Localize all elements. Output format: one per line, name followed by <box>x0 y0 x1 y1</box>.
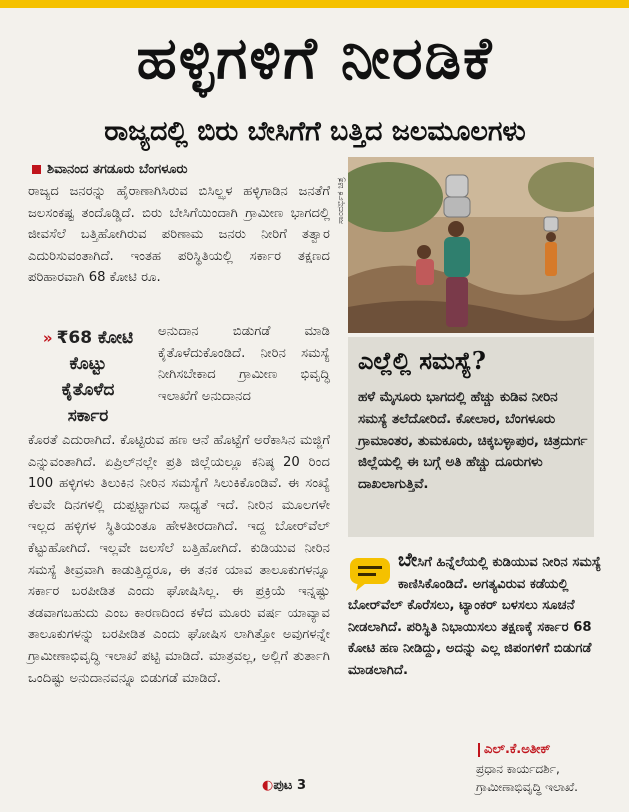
page-reference-text: ಪುಟ 3 <box>273 778 306 793</box>
chat-icon-wrap <box>348 550 398 588</box>
photo-illustration <box>348 157 594 333</box>
chat-bubble-icon <box>348 556 392 592</box>
signature-name: ಎಲ್.ಕೆ.ಅತೀಕ್ <box>484 742 551 757</box>
signature <box>478 740 551 760</box>
pull-quote <box>28 325 148 429</box>
signature-bar <box>478 743 480 757</box>
signature-role: ಪ್ರಧಾನ ಕಾರ್ಯದರ್ಶಿ, ಗ್ರಾಮೀಣಾಭಿವೃದ್ಧಿ ಇಲಾಖೆ. <box>476 762 578 794</box>
quote-drop-text: ಬೇ <box>398 549 418 571</box>
continue-arrow-icon: ◐ <box>262 778 274 793</box>
page-reference[interactable] <box>262 778 306 793</box>
body-main <box>28 430 330 775</box>
pull-quote-line: ಕೊಟ್ಟು <box>69 354 107 374</box>
quote-box-text <box>348 550 610 682</box>
sidebar-box-where <box>348 337 594 537</box>
subheadline: ರಾಜ್ಯದಲ್ಲಿ ಬಿರು ಬೇಸಿಗೆಗೆ ಬತ್ತಿದ ಜಲಮೂಲಗಳು <box>104 116 526 147</box>
photo-credit: ಸಾಂದರ್ಭಿಕ ಚಿತ್ರ <box>336 177 346 224</box>
body-top-text: ರಾಜ್ಯದ ಜನರನ್ನು ಹೈರಾಣಾಗಿಸಿರುವ ಬಿಸಿಲ್ಝಳ ಹಳ್ಳಿಗಾಡಿನ ಜನತೆಗೆ ಜಲಸಂಕಷ್ಟ ತಂದೊಡ್ಡಿದೆ. ಬಿರು ಬೇಸಿಗೆಯಿಂದಾಗಿ ಗ್ರಾಮೀಣ ಭಾಗದಲ್ಲಿ ಜೀವಸೆಲೆ ಬತ್ತಿಹೋಗಿರುವ ಪರಿಣಾಮ ಜನರು ನೀರಿಗೆ ತತ್ವಾರ ಎದುರಿಸುವಂತಾಗಿದೆ. ಇಂತಹ ಪರಿಸ್ಥಿತಿಯಲ್ಲಿ ಸರ್ಕಾರ ತಕ್ಷಣದ ಪರಿಹಾರವಾಗಿ 68 ಕೋಟಿ ರೂ. <box>28 184 330 286</box>
body-main-text: ಕೊರತೆ ಎದುರಾಗಿದೆ. ಕೊಟ್ಟಿರುವ ಹಣ ಆನೆ ಹೊಟ್ಟೆಗೆ ಅರೆಕಾಸಿನ ಮಜ್ಜಿಗೆ ಎನ್ನುವಂತಾಗಿದೆ. ಏಪ್ರಿಲ್‌ನಲ್ಲೇ ಪ್ರತಿ ಜಿಲ್ಲೆಯಲ್ಲೂ ಕನಿಷ್ಠ 20 ರಿಂದ 100 ಹಳ್ಳಿಗಳು ತಿಲುಕಿನ ನೀರಿನ ಸಮಸ್ಯೆಗೆ ಸಿಲುಕಿಕೊಂಡಿವೆ. ಈ ಸಂಖ್ಯೆ ಕೆಲವೇ ದಿನಗಳಲ್ಲಿ ದುಪ್ಪಟ್ಟಾಗುವ ಸಾಧ್ಯತೆ ಇದೆ. ನೀರಿನ ಮೂಲಗಳೇ ಇಲ್ಲದ ಹಳ್ಳಿಗಳ ಸ್ಥಿತಿಯಂತೂ ಹೇಳತೀರದಾಗಿದೆ. ಇದ್ದ ಬೋರ್‌ವೆಲ್ ಕೆಟ್ಟುಹೋಗಿದೆ. ಇಲ್ಲವೇ ಜಲಸೆಲೆ ಬತ್ತಿಹೋಗಿದೆ. ಕುಡಿಯುವ ನೀರಿನ ಸಮಸ್ಯೆ ತೀವ್ರವಾಗಿ ಕಾಡುತ್ತಿದ್ದರೂ, ಈ ತನಕ ಯಾವ ತಾಲೂಕುಗಳನ್ನೂ ಸರ್ಕಾರ ಬರಪೀಡಿತ ಎಂದು ಘೋಷಿಸಿಲ್ಲ. ಈ ಪ್ರಕ್ರಿಯೆ ಇನ್ನಷ್ಟು ತಡವಾಗಬಹುದು ಎಂಬ ಕಾರಣದಿಂದ ಕಳೆದ ಮೂರು ವರ್ಷ ಯಾವ್ಯಾವ ತಾಲೂಕುಗಳನ್ನು ಬರಪೀಡಿತ ಎಂದು ಘೋಷಿಸ ಲಾಗಿತ್ತೋ ಅವುಗಳನ್ನೇ ಗ್ರಾಮೀಣಾಭಿವೃದ್ಧಿ ಇಲಾಖೆ ಪಟ್ಟಿ ಮಾಡಿದೆ. ಮಾತ್ರವಲ್ಲ, ಅಲ್ಲಿಗೆ ತುರ್ತಾಗಿ ಒಂದಿಷ್ಟು ಅನುದಾನವನ್ನೂ ಬಿಡುಗಡೆ ಮಾಡಿದೆ. <box>28 433 330 686</box>
sidebar-box-text: ಹಳೆ ಮೈಸೂರು ಭಾಗದಲ್ಲಿ ಹೆಚ್ಚು ಕುಡಿವ ನೀರಿನ ಸಮಸ್ಯೆ ತಲೆದೋರಿದೆ. ಕೋಲಾರ, ಬೆಂಗಳೂರು ಗ್ರಾಮಾಂತರ, ತುಮಕೂರು, ಚಿಕ್ಕಬಳ್ಳಾಪುರ, ಚಿತ್ರದುರ್ಗ ಜಿಲ್ಲೆಯಲ್ಲಿ ಈ ಬಗ್ಗೆ ಅತಿ ಹೆಚ್ಚು ದೂರುಗಳು ದಾಖಲಾಗುತ್ತಿವೆ. <box>358 390 588 493</box>
quote-body-text: ಸಿಗೆ ಹಿನ್ನೆಲೆಯಲ್ಲಿ ಕುಡಿಯುವ ನೀರಿನ ಸಮಸ್ಯೆ ಕಾಣಿಸಿಕೊಂಡಿದೆ. ಅಗತ್ಯವಿರುವ ಕಡೆಯಲ್ಲಿ ಬೋರ್‌ವೆಲ್ ಕೊರೆಸಲು, ಟ್ಯಾಂಕರ್ ಬಳಸಲು ಸೂಚನೆ ನೀಡಲಾಗಿದೆ. ಪರಿಸ್ಥಿತಿ ನಿಭಾಯಿಸಲು ತಕ್ಷಣಕ್ಕೆ ಸರ್ಕಾರ 68 ಕೋಟಿ ಹಣ ನೀಡಿದ್ದು, ಅದನ್ನು ಎಲ್ಲ ಜಿಪಂಗಳಿಗೆ ಬಿಡುಗಡೆ ಮಾಡಲಾಗಿದೆ. <box>348 555 602 678</box>
headline: ಹಳ್ಳಿಗಳಿಗೆ ನೀರಡಿಕೆ <box>136 24 494 92</box>
byline-text: ಶಿವಾನಂದ ತಗಡೂರು ಬೆಂಗಳೂರು <box>47 162 188 177</box>
body-top <box>28 181 330 321</box>
body-narrow-text: ಅನುದಾನ ಬಿಡುಗಡೆ ಮಾಡಿ ಕೈತೊಳೆದುಕೊಂಡಿದೆ. ನೀರಿನ ಸಮಸ್ಯೆ ನೀಗಿಸಬೇಕಾದ ಗ್ರಾಮೀಣ ಭಿವೃದ್ಧಿ ಇಲಾಖೆಗೆ ಅನುದಾನದ <box>158 324 330 404</box>
pull-quote-line: ಸರ್ಕಾರ <box>67 406 109 426</box>
byline <box>32 160 188 180</box>
news-photo <box>348 157 594 333</box>
pull-quote-line: ಕೈತೊಳೆದ <box>61 380 115 400</box>
sidebar-box-title: ಎಲ್ಲೆಲ್ಲಿ ಸಮಸ್ಯೆ? <box>358 346 486 375</box>
pull-quote-line: ₹68 ಕೋಟಿ <box>56 328 134 348</box>
body-narrow <box>158 321 330 429</box>
byline-square-icon <box>32 165 41 174</box>
pull-quote-marker: » <box>42 329 53 347</box>
top-accent-bar <box>0 0 629 8</box>
